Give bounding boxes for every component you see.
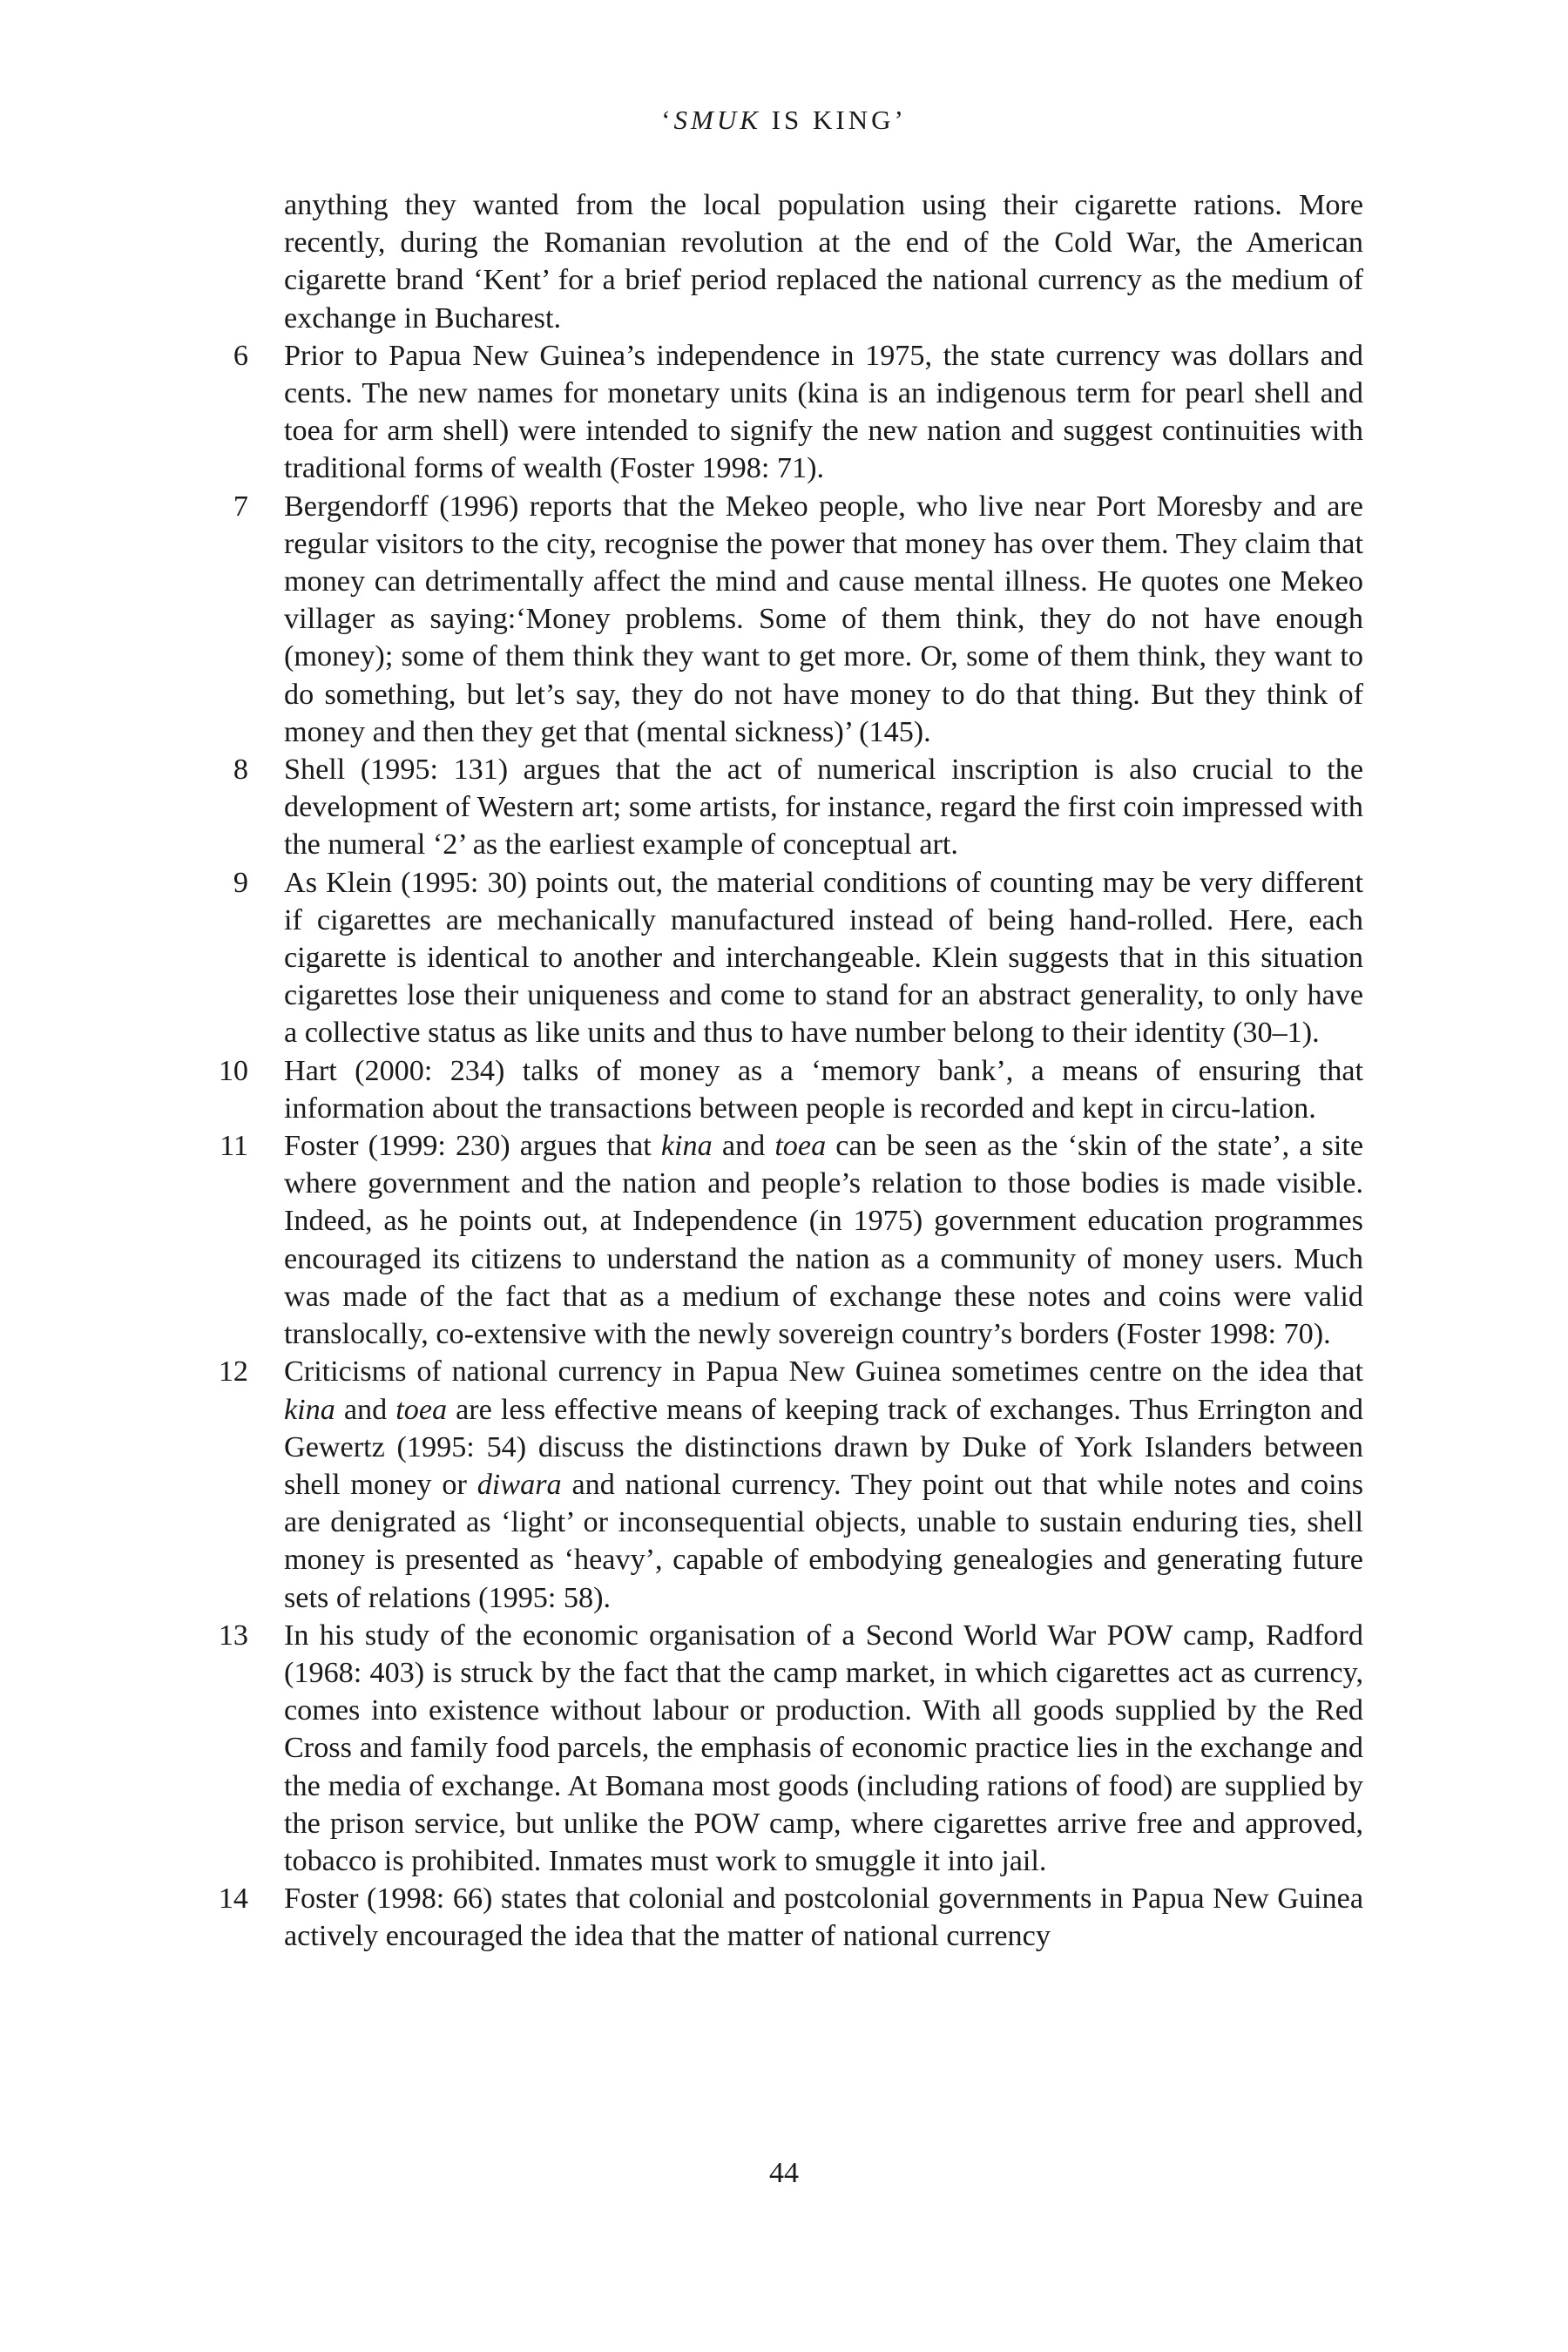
endnote-text-segment: Shell (1995: 131) argues that the act of numerical inscription is also crucial to the development of Western art; some artists, for instance, regard the first coin impressed with the numeral ‘2’ as the earliest example of conceptual art. [284,754,1363,862]
endnote-number: 10 [218,1054,248,1087]
endnote-number: 14 [218,1882,248,1916]
endnote-9 [213,864,1363,1052]
endnote-text-segment: As Klein (1995: 30) points out, the material conditions of counting may be very different if cigarettes are mechanically manufactured instead of being hand-rolled. Here, each cigarette is identical to another and interchangeable. Klein suggests that in this situation cigarettes lose their uniqueness and come to stand for an abstract generality, to only have a collective status as like units and thus to have number belong to their identity (30–1). [284,866,1363,1050]
endnote-number: 13 [218,1619,248,1652]
endnote-text [284,337,1363,488]
endnote-number: 7 [233,490,248,523]
endnote-italic-term: kina [284,1393,335,1426]
endnote-text [284,1617,1363,1880]
endnote-text-segment: and [335,1393,396,1426]
running-head-rest: IS KING’ [760,105,907,135]
endnote-text-segment: Criticisms of national currency in Papua New Guinea sometimes centre on the idea that [284,1355,1363,1389]
endnote-italic-term: toea [395,1393,448,1426]
endnote-text [284,751,1363,864]
endnote-text [284,186,1363,337]
endnote-text-segment: Bergendorff (1996) reports that the Mekeo people, who live near Port Moresby and are regular visitors to the city, recognise the power that money has over them. They claim that money can detrimentally affect the mind and cause mental illness. He quotes one Mekeo villager as saying:‘Money problems. Some of them think, they do not have enough (money); some of them think they want to get more. Or, some of them think, they want to do something, but let’s say, they do not have money to do that thing. But they think of money and then they get that (mental sickness)’ (145). [284,490,1363,748]
endnote-text [284,1880,1363,1955]
endnote-6 [213,337,1363,488]
endnote-text-segment: Foster (1999: 230) argues that [284,1130,661,1163]
endnote-text-segment: anything they wanted from the local population using their cigarette rations. More recently, during the Romanian revolution at the end of the Cold War, the American cigarette brand ‘Kent’ for a brief period replaced the national currency as the medium of exchange in Bucharest. [284,189,1363,335]
endnote-italic-term: kina [660,1130,713,1163]
endnote-number: 9 [233,866,248,899]
endnote-11 [213,1127,1363,1353]
endnote-italic-term: diwara [476,1468,562,1501]
endnote-text-segment: and [712,1130,775,1163]
endnote-12 [213,1353,1363,1616]
endnote-14 [213,1880,1363,1955]
endnote-number: 6 [233,339,248,372]
endnote-italic-term: toea [774,1130,827,1163]
endnote-text-segment: Hart (2000: 234) talks of money as a ‘memory bank’, a means of ensuring that information about the transactions between people is recorded and kept in circu-lation. [284,1054,1363,1125]
endnote-continuation [213,186,1363,337]
endnote-text [284,1353,1363,1616]
endnote-text-segment: can be seen as the ‘skin of the state’, a site where government and the nation and people’s relation to those bodies is made visible. Indeed, as he points out, at Independence (in 1975) government education programmes encouraged its citizens to understand the nation as a community of money users. Much was made of the fact that as a medium of exchange these notes and coins were valid translocally, co-extensive with the newly sovereign country’s borders (Foster 1998: 70). [284,1130,1363,1351]
endnote-text-segment: Prior to Papua New Guinea’s independence in 1975, the state currency was dollars and cents. The new names for monetary units (kina is an indigenous term for pearl shell and toea for arm shell) were intended to signify the new nation and suggest continuities with traditional forms of wealth (Foster 1998: 71). [284,339,1363,485]
endnote-13 [213,1617,1363,1880]
running-head-quote: ‘ [661,105,674,135]
endnote-8 [213,751,1363,864]
endnote-text-segment: are less effective means of keeping track of exchanges. Thus Errington and Gewertz (1995: 54) discuss the distinctions drawn by Duke of York Islanders between shell money or [284,1393,1363,1501]
endnote-text [284,864,1363,1052]
endnotes [213,186,1363,1956]
endnote-10 [213,1052,1363,1127]
running-head-smuk: SMUK [673,105,761,135]
endnote-number: 12 [218,1355,248,1389]
endnote-text [284,1052,1363,1127]
endnote-7 [213,488,1363,751]
page-number: 44 [769,2157,799,2189]
endnote-text [284,488,1363,751]
endnote-number: 11 [220,1130,248,1163]
endnote-text [284,1127,1363,1353]
endnote-number: 8 [233,754,248,787]
running-head [0,105,1568,136]
endnote-text-segment: In his study of the economic organisation of a Second World War POW camp, Radford (1968: 403) is struck by the fact that the camp market, in which cigarettes act as currency, comes into existence without labour or production. With all goods supplied by the Red Cross and family food parcels, the emphasis of economic practice lies in the exchange and the media of exchange. At Bomana most goods (including rations of food) are supplied by the prison service, but unlike the POW camp, where cigarettes arrive free and approved, tobacco is prohibited. Inmates must work to smuggle it into jail. [284,1619,1363,1877]
endnote-text-segment: Foster (1998: 66) states that colonial and postcolonial governments in Papua New Guinea actively encouraged the idea that the matter of national currency [284,1882,1363,1953]
endnote-text-segment: and national currency. They point out that while notes and coins are denigrated as ‘light’ or inconsequential objects, unable to sustain enduring ties, shell money is presented as ‘heavy’, capable of embodying genealogies and generating future sets of relations (1995: 58). [284,1468,1363,1614]
